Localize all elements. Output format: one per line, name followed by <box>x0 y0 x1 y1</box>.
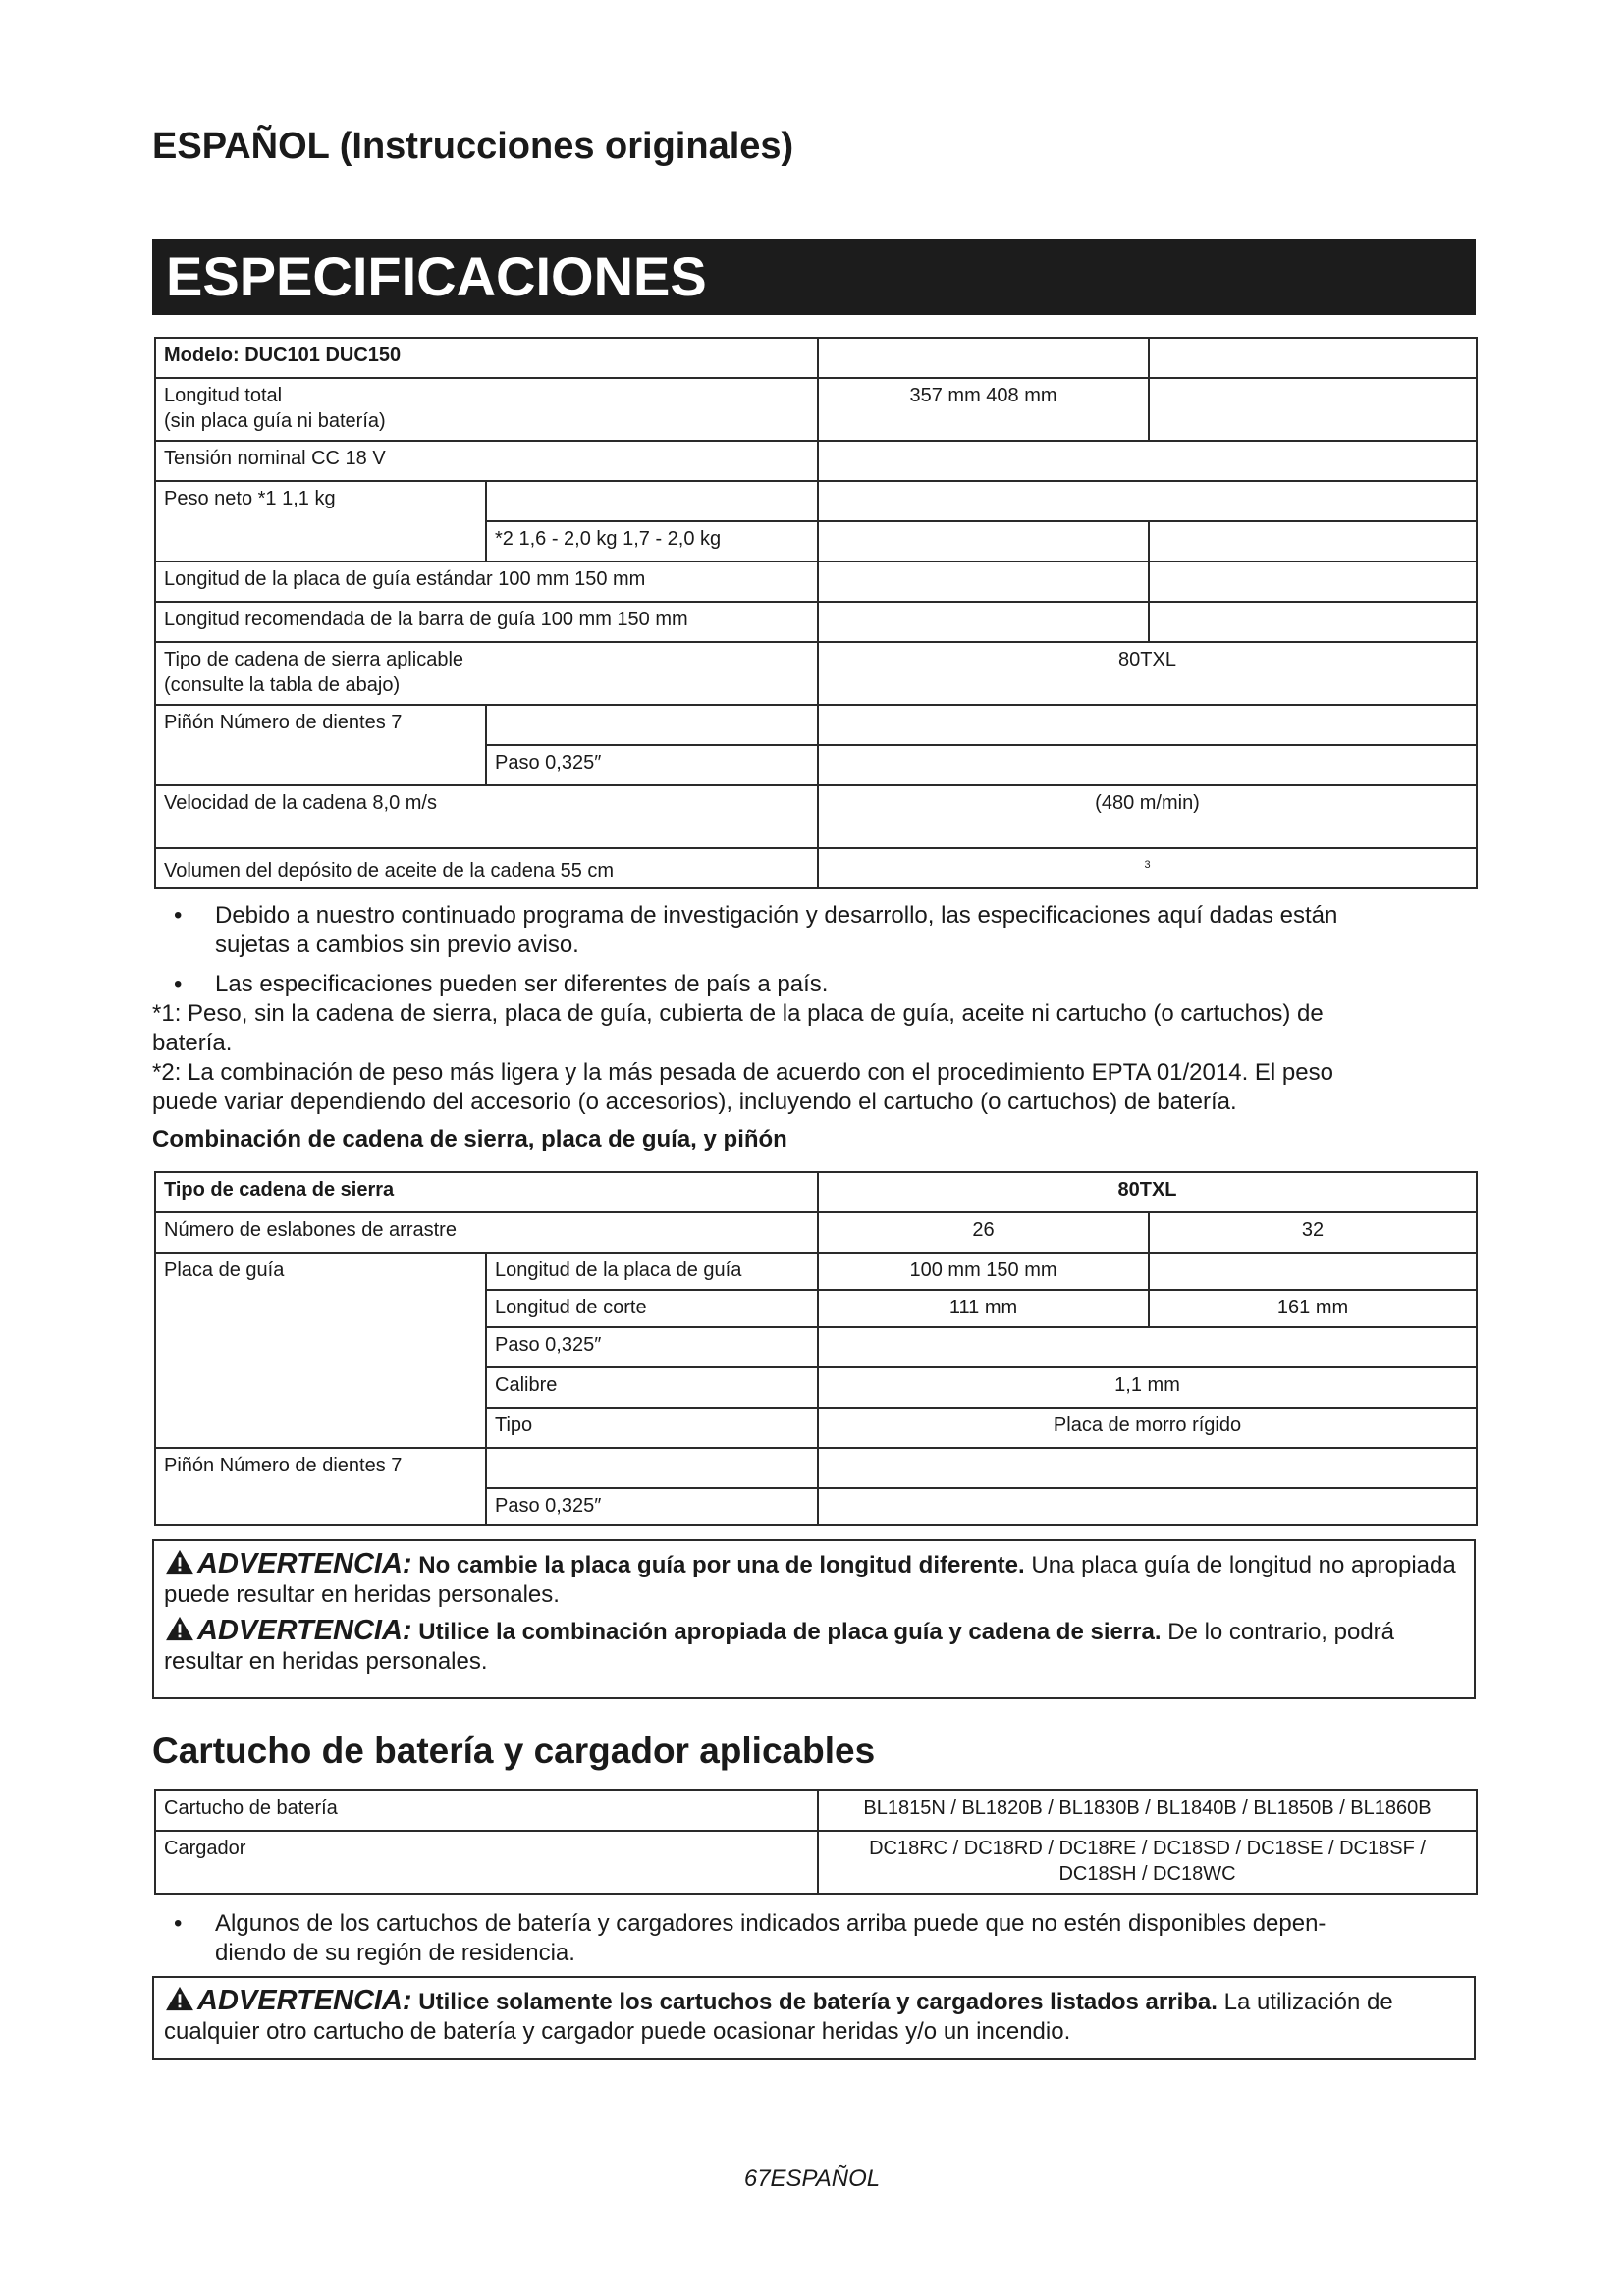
net-weight: Peso neto *1 1,1 kg <box>155 481 486 561</box>
cut-length-value: 161 mm <box>1149 1290 1477 1327</box>
battery-cartridge-value: BL1815N / BL1820B / BL1830B / BL1840B / BL1850B / BL1860B <box>818 1790 1477 1831</box>
warning-box-battery <box>152 1976 1476 2060</box>
bar-length-label: Longitud de la placa de guía <box>486 1253 818 1290</box>
warning-box-guide-bar <box>152 1539 1476 1699</box>
warning-3: ADVERTENCIA: Utilice solamente los cartuchos de batería y cargadores listados arriba. La utilización de cualquier otro cartucho de batería y cargador puede ocasionar heridas y/o un incendio. <box>164 1985 1393 2045</box>
guide-bar-label: Placa de guía <box>155 1253 486 1448</box>
chain-type-value: 80TXL <box>818 642 1477 705</box>
drive-links-value: 26 <box>818 1212 1149 1253</box>
oil-tank-volume: Volumen del depósito de aceite de la cadena 55 cm <box>155 848 818 888</box>
footnote-2: *2: La combinación de peso más ligera y la más pesada de acuerdo con el procedimiento EPTA 01/2014. El peso puede variar dependiendo del accesorio (o accesorios), incluyendo el cartucho (o cartuchos) de batería. <box>152 1059 1333 1115</box>
warning-1: ADVERTENCIA: No cambie la placa guía por una de longitud diferente. Una placa guía de longitud no apropiada puede resultar en heridas personales. <box>164 1548 1456 1608</box>
gauge-label: Calibre <box>486 1367 818 1408</box>
battery-charger-heading: Cartucho de batería y cargador aplicables <box>152 1731 876 1771</box>
standard-bar-length: Longitud de la placa de guía estándar 100 mm 150 mm <box>155 561 818 602</box>
note-bullet-1: • Debido a nuestro continuado programa de investigación y desarrollo, las especificaciones aquí dadas están sujetas a cambios sin previo aviso. <box>174 902 1338 958</box>
warning-triangle-icon <box>164 1616 195 1641</box>
chain-type-header: Tipo de cadena de sierra <box>155 1172 818 1212</box>
note-bullet-2: • Las especificaciones pueden ser diferentes de país a país. <box>174 971 829 997</box>
specifications-table <box>154 337 1478 889</box>
page-language-title: ESPAÑOL (Instrucciones originales) <box>152 126 794 167</box>
battery-table <box>154 1789 1478 1895</box>
overall-length-label: Longitud total (sin placa guía ni batería) <box>155 378 818 441</box>
chain-type-label: Tipo de cadena de sierra aplicable (consulte la tabla de abajo) <box>155 642 818 705</box>
recommended-bar-length: Longitud recomendada de la barra de guía 100 mm 150 mm <box>155 602 818 642</box>
weight-range: *2 1,6 - 2,0 kg 1,7 - 2,0 kg <box>486 521 818 561</box>
chain-speed: Velocidad de la cadena 8,0 m/s <box>155 785 818 848</box>
footnote-1: *1: Peso, sin la cadena de sierra, placa de guía, cubierta de la placa de guía, aceite ni cartucho (o cartuchos) de batería. <box>152 1000 1324 1056</box>
battery-note-bullet: • Algunos de los cartuchos de batería y cargadores indicados arriba puede que no estén disponibles depen- diendo de su región de residencia. <box>174 1910 1326 1966</box>
type-label: Tipo <box>486 1408 818 1448</box>
sprocket-teeth: Piñón Número de dientes 7 <box>155 705 486 785</box>
rated-voltage: Tensión nominal CC 18 V <box>155 441 818 481</box>
combo-sprocket-teeth: Piñón Número de dientes 7 <box>155 1448 486 1525</box>
bar-pitch: Paso 0,325″ <box>486 1327 818 1367</box>
bar-length-value: 100 mm 150 mm <box>818 1253 1149 1290</box>
charger-label: Cargador <box>155 1831 818 1894</box>
combination-table <box>154 1171 1478 1526</box>
drive-links-value: 32 <box>1149 1212 1477 1253</box>
oil-superscript: 3 <box>1144 859 1151 871</box>
chain-type-header-value: 80TXL <box>818 1172 1477 1212</box>
warning-triangle-icon <box>164 1549 195 1575</box>
specifications-banner: ESPECIFICACIONES <box>152 239 1476 315</box>
type-value: Placa de morro rígido <box>818 1408 1477 1448</box>
gauge-value: 1,1 mm <box>818 1367 1477 1408</box>
warning-2: ADVERTENCIA: Utilice la combinación apropiada de placa guía y cadena de sierra. De lo contrario, podrá resultar en heridas personales. <box>164 1615 1395 1675</box>
cut-length-value: 111 mm <box>818 1290 1149 1327</box>
page-number: 67ESPAÑOL <box>743 2165 881 2192</box>
sprocket-pitch: Paso 0,325″ <box>486 745 818 785</box>
cut-length-label: Longitud de corte <box>486 1290 818 1327</box>
charger-value: DC18RC / DC18RD / DC18RE / DC18SD / DC18SE / DC18SF / DC18SH / DC18WC <box>818 1831 1477 1894</box>
warning-triangle-icon <box>164 1986 195 2011</box>
drive-links-label: Número de eslabones de arrastre <box>155 1212 818 1253</box>
battery-cartridge-label: Cartucho de batería <box>155 1790 818 1831</box>
combo-sprocket-pitch: Paso 0,325″ <box>486 1488 818 1525</box>
model-cell: Modelo: DUC101 DUC150 <box>155 338 818 378</box>
overall-length-value: 357 mm 408 mm <box>818 378 1149 441</box>
combination-heading: Combinación de cadena de sierra, placa de guía, y piñón <box>152 1126 787 1152</box>
chain-speed-value: (480 m/min) <box>818 785 1477 848</box>
